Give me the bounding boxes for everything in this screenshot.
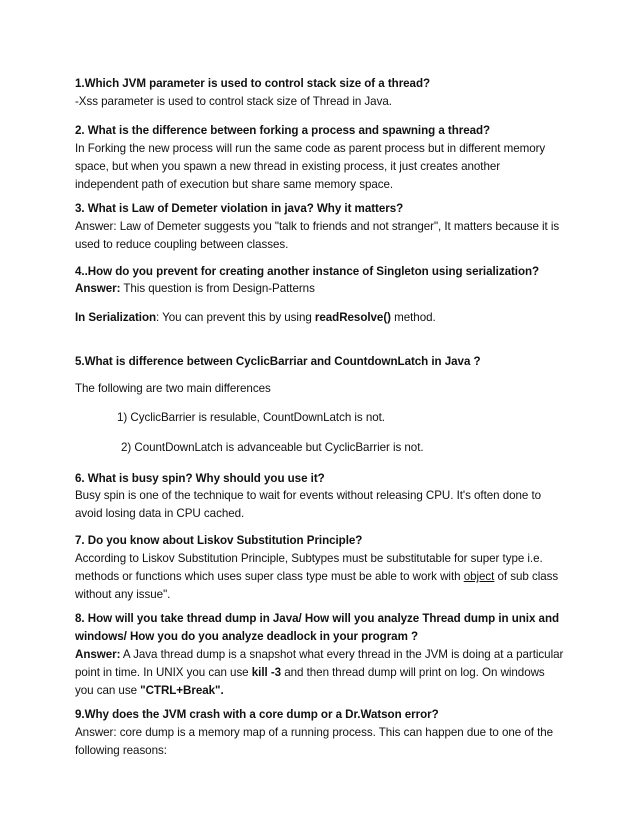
question-8-title-line-1: 8. How will you take thread dump in Java/ How will you analyze Thread dump in unix and <box>75 612 560 625</box>
serialization-text-2: method. <box>390 311 436 324</box>
line-2-text-b: of sub class <box>494 570 559 583</box>
line-2-text-a: methods or functions which uses super class type must be able to work with <box>75 570 464 583</box>
kill-command: kill -3 <box>251 666 282 679</box>
question-4-answer <box>75 279 575 298</box>
question-5-intro: The following are two main differences <box>75 382 271 395</box>
question-4-title: 4..How do you prevent for creating another instance of Singleton using serialization? <box>75 265 540 278</box>
question-7-title: 7. Do you know about Liskov Substitution Principle? <box>75 534 363 547</box>
question-6-line-2: avoid losing data in CPU cached. <box>75 507 245 520</box>
line-3-text-a: you can use <box>75 684 141 697</box>
question-5-item-1: 1) CyclicBarrier is resulable, CountDownLatch is not. <box>117 411 385 424</box>
question-7-line-3: without any issue". <box>75 588 171 601</box>
question-1-answer: -Xss parameter is used to control stack size of Thread in Java. <box>75 95 392 108</box>
question-9-line-1: Answer: core dump is a memory map of a running process. This can happen due to one of the <box>75 726 554 739</box>
question-5-item-2: 2) CountDownLatch is advanceable but CyclicBarrier is not. <box>121 441 424 454</box>
question-2-title: 2. What is the difference between forking a process and spawning a thread? <box>75 124 491 137</box>
serialization-text-1: : You can prevent this by using <box>156 311 315 324</box>
question-8-line-1 <box>75 645 575 664</box>
question-5-title: 5.What is difference between CyclicBarriar and CountdownLatch in Java ? <box>75 355 481 368</box>
question-7-line-2 <box>75 567 575 586</box>
object-link[interactable]: object <box>463 570 495 583</box>
question-7-line-1: According to Liskov Substitution Principle, Subtypes must be substitutable for super type i.e. <box>75 552 543 565</box>
ctrl-break-key: "CTRL+Break". <box>140 684 224 697</box>
question-9-line-2: following reasons: <box>75 744 167 757</box>
answer-label: Answer: <box>75 648 121 661</box>
line-2-text-a: point in time. In UNIX you can use <box>75 666 252 679</box>
question-8-title-line-2: windows/ How you do you analyze deadlock in your program ? <box>75 630 419 643</box>
question-3-line-1: Answer: Law of Demeter suggests you "talk to friends and not stranger", It matters because it is <box>75 220 560 233</box>
question-6-title: 6. What is busy spin? Why should you use it? <box>75 472 325 485</box>
question-1-title: 1.Which JVM parameter is used to control stack size of a thread? <box>75 77 431 90</box>
readresolve-method: readResolve() <box>314 311 391 324</box>
line-2-text-b: and then thread dump will print on log. On windows <box>281 666 545 679</box>
answer-text: This question is from Design-Patterns <box>120 282 315 295</box>
question-6-line-1: Busy spin is one of the technique to wait for events without releasing CPU. It's often done to <box>75 489 542 502</box>
question-2-line-1: In Forking the new process will run the same code as parent process but in different memory <box>75 142 546 155</box>
question-3-title: 3. What is Law of Demeter violation in java? Why it matters? <box>75 202 404 215</box>
question-3-line-2: used to reduce coupling between classes. <box>75 238 289 251</box>
question-2-line-3: independent path of execution but share same memory space. <box>75 178 394 191</box>
serialization-label: In Serialization <box>75 311 157 324</box>
answer-label: Answer: <box>75 282 121 295</box>
line-1-text: A Java thread dump is a snapshot what every thread in the JVM is doing at a particular <box>120 648 564 661</box>
question-4-serialization <box>75 308 575 327</box>
question-8-line-3 <box>75 681 575 700</box>
question-8-line-2 <box>75 663 575 682</box>
question-9-title: 9.Why does the JVM crash with a core dump or a Dr.Watson error? <box>75 708 439 721</box>
question-2-line-2: space, but when you spawn a new thread in existing process, it just creates another <box>75 160 501 173</box>
